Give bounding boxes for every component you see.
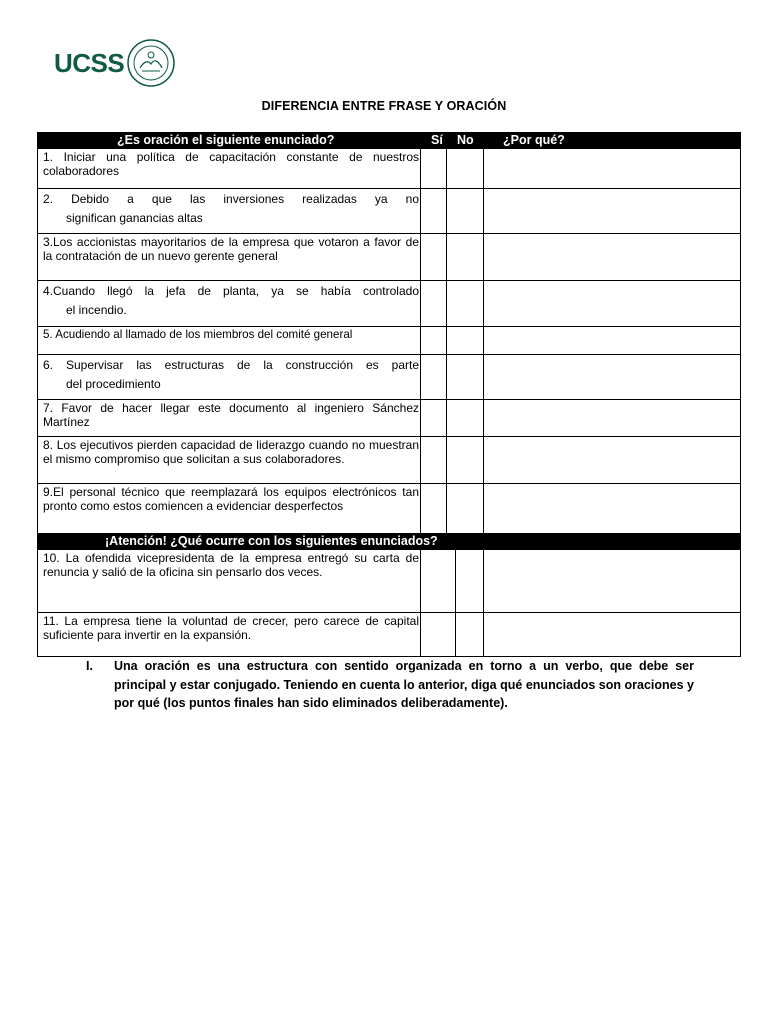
table-divider xyxy=(420,149,421,533)
table-divider xyxy=(420,550,421,657)
header-why: ¿Por qué? xyxy=(503,133,565,147)
section-header xyxy=(37,533,741,550)
table-divider xyxy=(446,149,447,533)
row-divider xyxy=(37,612,741,613)
table-divider xyxy=(455,550,456,657)
table-border xyxy=(740,132,741,657)
table-divider xyxy=(483,550,484,657)
instruction-number: I. xyxy=(86,659,93,673)
university-seal-icon xyxy=(126,38,176,88)
row-divider xyxy=(37,188,741,189)
row-divider xyxy=(37,280,741,281)
header-yes: Sí xyxy=(431,133,443,147)
row-divider xyxy=(37,436,741,437)
no-answer-column[interactable] xyxy=(446,149,483,533)
why-answer-column[interactable] xyxy=(483,149,741,533)
ucss-logo xyxy=(54,38,176,88)
question-text: 8. Los ejecutivos pierden capacidad de liderazgo cuando no muestran el mismo compromiso que solicitan a sus colaboradores. xyxy=(43,438,419,466)
row-divider xyxy=(37,483,741,484)
question-text: 11. La empresa tiene la voluntad de crecer, pero carece de capital suficiente para invertir en la expansión. xyxy=(43,614,419,642)
row-divider xyxy=(37,233,741,234)
section-label: ¡Atención! ¿Qué ocurre con los siguientes enunciados? xyxy=(105,534,438,548)
table-header xyxy=(37,132,741,149)
question-text: 3.Los accionistas mayoritarios de la empresa que votaron a favor de la contratación de un nuevo gerente general xyxy=(43,235,419,263)
question-text: 2. Debido a que las inversiones realizadas ya no significan ganancias altas xyxy=(43,192,419,225)
instruction-paragraph xyxy=(86,657,694,713)
no-answer-column-2[interactable] xyxy=(455,550,483,656)
question-text: 10. La ofendida vicepresidenta de la empresa entregó su carta de renuncia y salió de la oficina sin pensarlo dos veces. xyxy=(43,551,419,579)
question-table xyxy=(37,132,741,657)
document-title: DIFERENCIA ENTRE FRASE Y ORACIÓN xyxy=(261,99,507,113)
question-text: 6. Supervisar las estructuras de la construcción es parte del procedimiento xyxy=(43,358,419,391)
header-no: No xyxy=(457,133,474,147)
why-answer-column-2[interactable] xyxy=(483,550,741,656)
row-divider xyxy=(37,326,741,327)
yes-answer-column-2[interactable] xyxy=(420,550,455,656)
question-text: 1. Iniciar una política de capacitación constante de nuestros colaboradores xyxy=(43,150,419,178)
question-text: 7. Favor de hacer llegar este documento al ingeniero Sánchez Martínez xyxy=(43,401,419,429)
header-question: ¿Es oración el siguiente enunciado? xyxy=(117,133,335,147)
question-text: 5. Acudiendo al llamado de los miembros del comité general xyxy=(43,328,353,341)
question-text: 4.Cuando llegó la jefa de planta, ya se había controlado el incendio. xyxy=(43,284,419,317)
logo-text: UCSS xyxy=(54,47,125,78)
yes-answer-column[interactable] xyxy=(420,149,446,533)
question-text: 9.El personal técnico que reemplazará los equipos electrónicos tan pronto como estos comiencen a evidenciar desperfectos xyxy=(43,485,419,513)
row-divider xyxy=(37,354,741,355)
instruction-text: Una oración es una estructura con sentido organizada en torno a un verbo, que debe ser principal y estar conjugado. Teniendo en cuenta lo anterior, diga qué enunciados son oraciones y por qué (los puntos finales han sido eliminados deliberadamente). xyxy=(114,659,694,710)
table-divider xyxy=(483,149,484,533)
row-divider xyxy=(37,399,741,400)
table-border xyxy=(37,132,38,657)
